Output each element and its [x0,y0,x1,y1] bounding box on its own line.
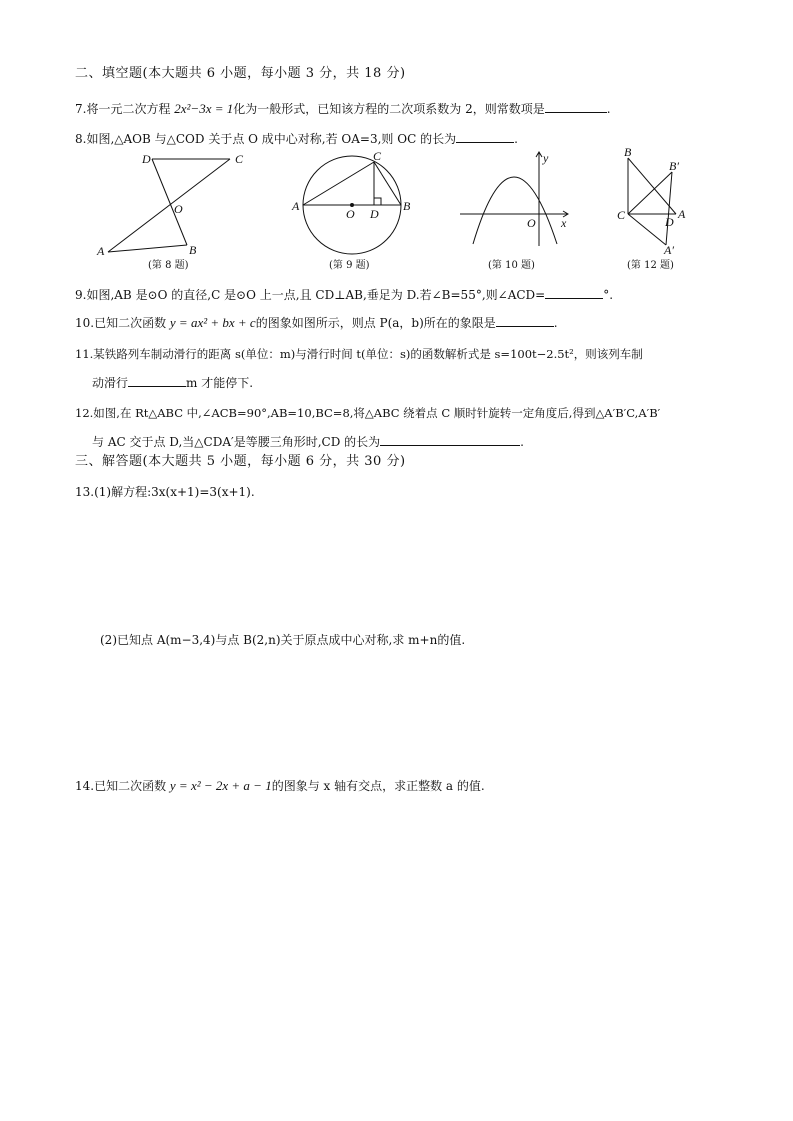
q9-text: 9.如图,AB 是⊙O 的直径,C 是⊙O 上一点,且 CD⊥AB,垂足为 D.若∠B=55°,则∠ACD= [75,288,546,302]
fig8-label-D: D [142,152,151,166]
caption-figure-8: (第 8 题) [148,260,189,271]
question-13-part-2: (2)已知点 A(m−3,4)与点 B(2,n)关于原点成中心对称,求 m+n的值. [100,633,466,647]
q9-answer-blank[interactable] [545,286,603,299]
fig9-label-D: D [370,207,379,221]
caption-figure-12: (第 12 题) [627,260,674,271]
fig12-label-A-prime: A′ [664,243,674,257]
question-13-part-1: 13.(1)解方程:3x(x+1)=3(x+1). [75,485,255,499]
caption-figure-9: (第 9 题) [329,260,370,271]
q7-equation: 2x²−3x = 1 [174,101,234,116]
figures-row [0,140,793,270]
q14-equation: y = x² − 2x + a − 1 [169,778,272,793]
question-7 [75,100,611,117]
q7-text-b: 化为一般形式，已知该方程的二次项系数为 2，则常数项是 [233,102,545,116]
q12-answer-blank[interactable] [380,433,520,446]
fig12-label-D: D [665,215,674,229]
figure-8 [108,159,230,252]
q10-equation: y = ax² + bx + c [169,315,256,330]
fig9-label-B: B [403,199,411,213]
q11-text-a: 动滑行 [92,376,129,390]
fig10-label-x: x [561,216,567,230]
q7-end: . [606,102,611,116]
q11-answer-blank[interactable] [128,374,186,387]
caption-figure-10: (第 10 题) [488,260,535,271]
fig12-label-C: C [617,208,626,222]
fig10-label-y: y [543,151,549,165]
q10-end: . [553,316,558,330]
fig12-label-A: A [678,207,686,221]
q7-answer-blank[interactable] [545,100,607,113]
q8-text: 8.如图,△AOB 与△COD 关于点 O 成中心对称,若 OA=3,则 OC 的长为 [75,132,457,146]
question-10 [75,314,558,331]
fig9-label-C: C [373,149,382,163]
q7-text-a: 7.将一元二次方程 [75,102,175,116]
section-2-heading: 二、填空题(本大题共 6 小题，每小题 3 分，共 18 分) [75,66,406,81]
question-12-line-1: 12.如图,在 Rt△ABC 中,∠ACB=90°,AB=10,BC=8,将△ABC 绕着点 C 顺时针旋转一定角度后,得到△A′B′C,A′B′ [75,406,661,420]
fig8-label-O: O [174,202,183,216]
fig9-label-A: A [292,199,300,213]
q14-text-a: 14.已知二次函数 [75,779,170,793]
figure-10 [460,152,568,246]
fig8-label-C: C [235,152,244,166]
section-3-heading: 三、解答题(本大题共 5 小题，每小题 6 分，共 30 分) [75,454,406,469]
q11-text-b: m 才能停下. [186,376,254,390]
q8-end: . [514,132,518,146]
q14-text-b: 的图象与 x 轴有交点，求正整数 a 的值. [271,779,485,793]
question-11-line-2 [92,374,253,391]
question-14 [75,778,485,794]
fig9-label-O: O [346,207,355,221]
q10-answer-blank[interactable] [496,314,554,327]
q10-text-b: 的图象如图所示，则点 P(a，b)所在的象限是 [255,316,496,330]
fig8-label-A: A [97,244,105,258]
question-9 [75,286,613,303]
fig10-label-O: O [527,216,536,230]
question-12-line-2 [92,433,524,450]
q12-text: 与 AC 交于点 D,当△CDA′是等腰三角形时,CD 的长为 [92,435,381,449]
fig8-label-B: B [189,243,197,257]
q10-text-a: 10.已知二次函数 [75,316,170,330]
fig12-label-B-prime: B′ [669,159,679,173]
q9-end: °. [603,288,614,302]
question-11-line-1: 11.某铁路列车制动滑行的距离 s(单位：m)与滑行时间 t(单位：s)的函数解析式是 s=100t−2.5t²，则该列车制 [75,347,643,361]
fig12-label-B: B [624,145,632,159]
q12-end: . [520,435,524,449]
